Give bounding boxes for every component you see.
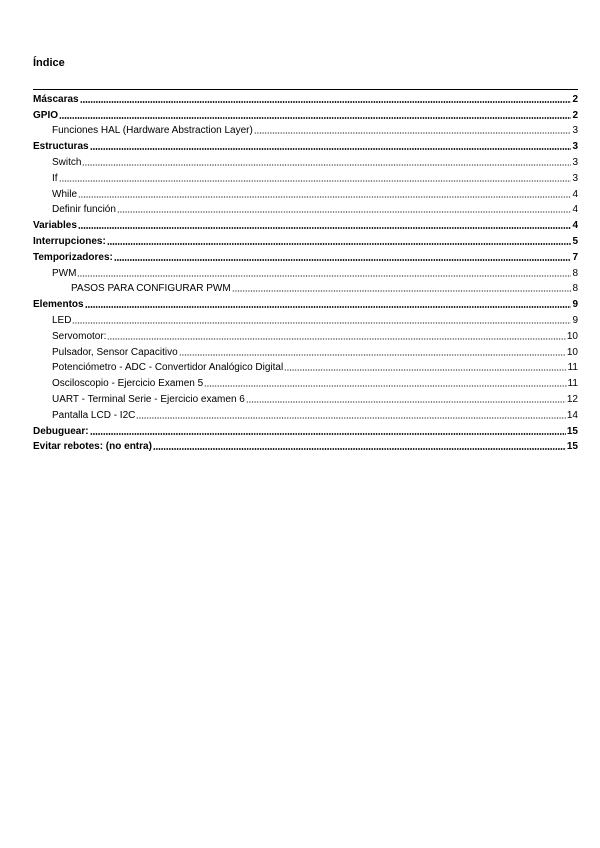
- toc-entry[interactable]: [33, 264, 578, 280]
- toc-entry-label: Definir función: [52, 204, 116, 216]
- toc-entry-page-number: 3: [572, 125, 578, 137]
- toc-entry-label: Servomotor:: [52, 330, 107, 342]
- toc-entry[interactable]: [33, 248, 578, 264]
- toc-entry-label: PASOS PARA CONFIGURAR PWM: [71, 283, 231, 295]
- toc-entry-page-number: 4: [572, 204, 578, 216]
- toc-entry-label: If: [52, 172, 58, 184]
- toc-entry-page-number: 11: [567, 362, 578, 374]
- toc-dot-leader: [78, 226, 571, 230]
- toc-entry[interactable]: [33, 169, 578, 185]
- toc-entry-label: Interrupciones:: [33, 235, 106, 247]
- toc-entry-page-number: 4: [572, 220, 578, 232]
- toc-entry[interactable]: [33, 406, 578, 422]
- toc-dot-leader: [107, 337, 565, 341]
- toc-entry-label: While: [52, 188, 78, 200]
- toc-entry-label: Potenciómetro - ADC - Convertidor Analógico Digital: [52, 362, 284, 374]
- toc-entry[interactable]: [33, 390, 578, 406]
- table-of-contents: [33, 89, 578, 453]
- toc-dot-leader: [82, 163, 571, 167]
- toc-dot-leader: [136, 416, 566, 420]
- toc-entry[interactable]: [33, 185, 578, 201]
- toc-entry[interactable]: [33, 106, 578, 122]
- toc-entry-page-number: 3: [572, 172, 578, 184]
- toc-entry-label: GPIO: [33, 109, 59, 121]
- toc-dot-leader: [232, 289, 571, 293]
- toc-entry-page-number: 10: [566, 346, 578, 358]
- toc-dot-leader: [90, 147, 571, 151]
- toc-entry-page-number: 15: [566, 425, 578, 437]
- toc-entry-label: Pulsador, Sensor Capacitivo: [52, 346, 178, 358]
- toc-entry-page-number: 8: [572, 283, 578, 295]
- toc-entry-label: Funciones HAL (Hardware Abstraction Layer): [52, 125, 253, 137]
- toc-entry-label: PWM: [52, 267, 77, 279]
- toc-entry-label: Temporizadores:: [33, 251, 113, 263]
- toc-dot-leader: [254, 131, 571, 135]
- toc-entry-label: Elementos: [33, 299, 84, 311]
- toc-entry-page-number: 11: [567, 378, 578, 390]
- toc-entry-label: Estructuras: [33, 141, 89, 153]
- toc-dot-leader: [246, 400, 566, 404]
- toc-dot-leader: [80, 100, 571, 104]
- toc-entry[interactable]: [33, 153, 578, 169]
- toc-entry-page-number: 8: [572, 267, 578, 279]
- toc-entry[interactable]: [33, 122, 578, 138]
- toc-entry-label: Pantalla LCD - I2C: [52, 409, 136, 421]
- toc-entry[interactable]: [33, 359, 578, 375]
- toc-entry[interactable]: [33, 343, 578, 359]
- toc-entry-page-number: 5: [572, 235, 578, 247]
- toc-dot-leader: [77, 274, 571, 278]
- toc-entry[interactable]: [33, 201, 578, 217]
- toc-dot-leader: [72, 321, 571, 325]
- toc-entry[interactable]: [33, 295, 578, 311]
- toc-entry-page-number: 14: [566, 409, 578, 421]
- toc-dot-leader: [59, 179, 571, 183]
- toc-entry[interactable]: [33, 311, 578, 327]
- toc-entry-label: LED: [52, 314, 72, 326]
- toc-entry[interactable]: [33, 374, 578, 390]
- toc-entry-label: Evitar rebotes: (no entra): [33, 441, 152, 453]
- toc-dot-leader: [90, 432, 566, 436]
- toc-dot-leader: [78, 195, 571, 199]
- toc-entry[interactable]: [33, 232, 578, 248]
- toc-dot-leader: [179, 353, 566, 357]
- toc-entry[interactable]: [33, 438, 578, 454]
- toc-entry-page-number: 2: [572, 109, 578, 121]
- toc-entry[interactable]: [33, 89, 578, 106]
- toc-entry-label: UART - Terminal Serie - Ejercicio examen 6: [52, 393, 245, 405]
- toc-dot-leader: [284, 368, 566, 372]
- toc-entry-page-number: 10: [566, 330, 578, 342]
- toc-entry[interactable]: [33, 327, 578, 343]
- toc-dot-leader: [114, 258, 571, 262]
- toc-entry[interactable]: [33, 216, 578, 232]
- toc-entry-label: Máscaras: [33, 93, 79, 105]
- toc-entry-page-number: 3: [572, 156, 578, 168]
- toc-entry-page-number: 9: [572, 299, 578, 311]
- toc-entry-page-number: 15: [566, 441, 578, 453]
- toc-entry-page-number: 7: [572, 251, 578, 263]
- toc-entry-label: Osciloscopio - Ejercicio Examen 5: [52, 378, 204, 390]
- toc-dot-leader: [107, 242, 571, 246]
- toc-entry-page-number: 12: [566, 393, 578, 405]
- toc-entry-page-number: 2: [572, 93, 578, 105]
- toc-entry-label: Switch: [52, 156, 82, 168]
- toc-dot-leader: [117, 210, 571, 214]
- toc-dot-leader: [204, 384, 566, 388]
- toc-entry-page-number: 3: [572, 141, 578, 153]
- toc-dot-leader: [59, 116, 571, 120]
- toc-entry[interactable]: [33, 137, 578, 153]
- toc-dot-leader: [153, 447, 566, 451]
- toc-entry[interactable]: [33, 280, 578, 296]
- toc-dot-leader: [85, 305, 571, 309]
- toc-entry[interactable]: [33, 422, 578, 438]
- toc-title: Índice: [33, 57, 65, 69]
- toc-entry-page-number: 4: [572, 188, 578, 200]
- toc-entry-label: Variables: [33, 220, 77, 232]
- toc-entry-page-number: 9: [572, 314, 578, 326]
- toc-entry-label: Debuguear:: [33, 425, 89, 437]
